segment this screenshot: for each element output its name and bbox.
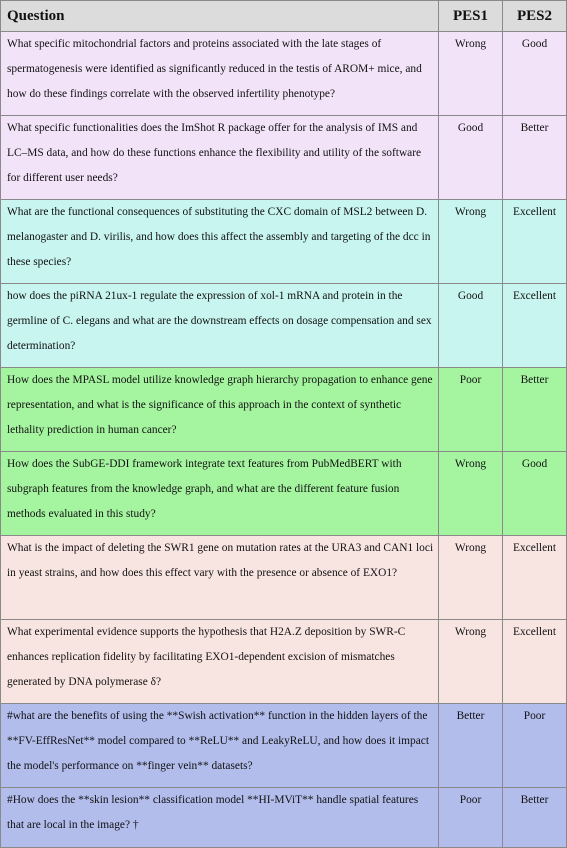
question-cell: How does the MPASL model utilize knowledge graph hierarchy propagation to enhance gene representation, and what is the significance of this approach in the context of synthetic lethality prediction in human cancer? [1,368,439,452]
pes2-score-cell: Good [503,452,567,536]
question-cell: How does the SubGE-DDI framework integrate text features from PubMedBERT with subgraph features from the knowledge graph, and what are the different feature fusion methods evaluated in this study? [1,452,439,536]
question-cell: What is the impact of deleting the SWR1 gene on mutation rates at the URA3 and CAN1 loci in yeast strains, and how does this effect vary with the presence or absence of EXO1? [1,536,439,620]
table-body [1,32,567,848]
pes2-score-cell: Better [503,116,567,200]
pes2-score-cell: Excellent [503,200,567,284]
pes2-score-cell: Better [503,368,567,452]
pes1-score-cell: Wrong [439,536,503,620]
question-cell: What experimental evidence supports the hypothesis that H2A.Z deposition by SWR-C enhances replication fidelity by facilitating EXO1-dependent excision of mismatches generated by DNA polymerase δ? [1,620,439,704]
pes2-score-cell: Excellent [503,536,567,620]
table-row [1,284,567,368]
pes2-score-cell: Excellent [503,284,567,368]
table-row [1,620,567,704]
pes1-score-cell: Poor [439,788,503,848]
table-row [1,32,567,116]
pes1-score-cell: Wrong [439,200,503,284]
pes2-score-cell: Good [503,32,567,116]
pes1-score-cell: Good [439,284,503,368]
question-cell: how does the piRNA 21ux-1 regulate the expression of xol-1 mRNA and protein in the germline of C. elegans and what are the downstream effects on dosage compensation and sex determination? [1,284,439,368]
question-cell: #what are the benefits of using the **Swish activation** function in the hidden layers of the **FV-EffResNet** model compared to **ReLU** and LeakyReLU, and how does it impact the model's performance on **finger vein** datasets? [1,704,439,788]
pes2-score-cell: Better [503,788,567,848]
question-cell: What specific mitochondrial factors and proteins associated with the late stages of spermatogenesis were identified as significantly reduced in the testis of AROM+ mice, and how do these findings correlate with the observed infertility phenotype? [1,32,439,116]
question-cell: #How does the **skin lesion** classification model **HI-MViT** handle spatial features that are local in the image? † [1,788,439,848]
table-row [1,536,567,620]
pes1-score-cell: Wrong [439,32,503,116]
table-row [1,116,567,200]
table-header-row [1,1,567,32]
table-row [1,704,567,788]
question-cell: What are the functional consequences of substituting the CXC domain of MSL2 between D. melanogaster and D. virilis, and how does this affect the assembly and targeting of the dcc in these species? [1,200,439,284]
column-header-question: Question [1,1,439,32]
table-row [1,368,567,452]
pes1-score-cell: Wrong [439,452,503,536]
column-header-pes2: PES2 [503,1,567,32]
pes1-score-cell: Wrong [439,620,503,704]
pes1-score-cell: Good [439,116,503,200]
table-row [1,452,567,536]
table-row [1,200,567,284]
table-row [1,788,567,848]
column-header-pes1: PES1 [439,1,503,32]
pes1-score-cell: Better [439,704,503,788]
pes2-score-cell: Poor [503,704,567,788]
question-cell: What specific functionalities does the ImShot R package offer for the analysis of IMS and LC–MS data, and how do these functions enhance the flexibility and utility of the software for different user needs? [1,116,439,200]
pes1-score-cell: Poor [439,368,503,452]
pes2-score-cell: Excellent [503,620,567,704]
